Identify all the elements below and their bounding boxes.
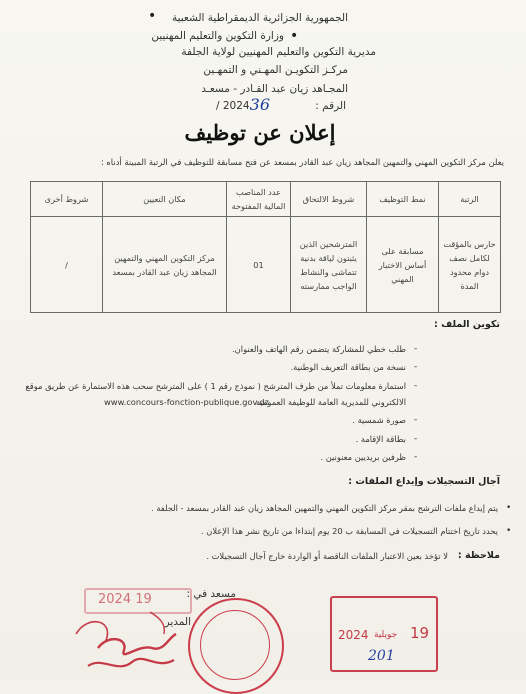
dossier-item-6: ظرفين بريديين معنونين . [320, 452, 406, 462]
cell-other-conditions: / [31, 217, 103, 313]
positions-table [30, 181, 501, 313]
dossier-item-4: صورة شمسية . [352, 415, 406, 425]
cell-assignment-place: مركز التكوين المهني والتمهين المجاهد زيان عبد القادر بمسعد [103, 217, 227, 313]
list-bullet: - [414, 434, 418, 444]
note-label: ملاحظة : [457, 550, 500, 561]
header-conditions: شروط الالتحاق [291, 182, 367, 217]
intro-paragraph: يعلن مركز التكوين المهني والتمهين المجاهد زيان عبد القادر بمسعد عن فتح مسابقة للتوظيف في الرتبة المبينة أدناه : [100, 157, 504, 167]
reference-label: الرقم : [315, 100, 346, 112]
reference-number: 36 [249, 95, 270, 114]
date-stamp-year: 2024 [338, 628, 369, 642]
ministry-line: وزارة التكوين والتعليم المهنيين [151, 30, 284, 42]
list-bullet: • [506, 503, 512, 513]
deadlines-heading: آجال التسجيلات وإيداع الملفات : [348, 476, 500, 487]
list-bullet: - [414, 362, 418, 372]
list-bullet: - [414, 415, 418, 425]
republic-line: الجمهورية الجزائرية الديمقراطية الشعبية [171, 12, 348, 24]
header-rank: الرتبة [439, 182, 501, 217]
header-recruitment-type: نمط التوظيف [367, 182, 439, 217]
cell-recruitment-type: مسابقة على أساس الاختبار المهني [367, 217, 439, 313]
dossier-item-2: نسخة من بطاقة التعريف الوطنية. [290, 362, 406, 372]
directorate-line: مديرية التكوين والتعليم المهنيين لولاية الجلفة [181, 46, 376, 58]
bullet-dot: • [148, 8, 157, 24]
website-url: www.concours-fonction-publique.gov.dz [104, 397, 269, 407]
date-stamp-day: 19 [410, 624, 430, 642]
date-stamp-month: جويلية [374, 630, 398, 640]
place-date-label: مسعد في : [186, 588, 236, 600]
cell-rank: حارس بالمؤقت لكامل نصف دوام محدود المدة [439, 217, 501, 313]
dossier-item-5: بطاقة الإقامة . [355, 434, 406, 444]
bullet-dot: • [290, 28, 299, 44]
list-bullet: - [414, 452, 418, 462]
deadline-item-1: يتم إيداع ملفات الترشح بمقر مركز التكوين المهني والتمهين المجاهد زيان عبد القادر بمسعد - الجلفة . [151, 503, 498, 513]
signature-scribble [68, 604, 192, 680]
handwritten-register-number: 201 [368, 648, 395, 664]
official-seal-stamp [188, 598, 284, 694]
dossier-item-1: طلب خطي للمشاركة يتضمن رقم الهاتف والعنوان. [232, 344, 406, 354]
cell-conditions: المترشحين الذين يثبتون لياقة بدنية تتماشى والنشاط الواجب ممارسته [291, 217, 367, 313]
table-row [31, 217, 501, 313]
deadline-item-2: يحدد تاريخ اختتام التسجيلات في المسابقة ب 20 يوم إبتداءا من تاريخ نشر هذا الإعلان . [201, 526, 498, 536]
dossier-item-3-continuation: الالكتروني للمديرية العامة للوظيفة العمومية [256, 397, 406, 407]
center-line-2: المجـاهد زيان عبد القـادر - مسعـد [201, 83, 348, 95]
dossier-heading: تكوين الملف : [434, 319, 500, 330]
director-label: المدير [164, 616, 191, 628]
cell-positions-count: 01 [227, 217, 291, 313]
page-title: إعلان عن توظيف [184, 120, 336, 145]
note-text: لا تؤخذ بعين الاعتبار الملفات الناقصة أو الواردة خارج آجال التسجيلات . [206, 551, 448, 561]
date-stamp-left-text: 2024 19 [98, 592, 152, 607]
list-bullet: • [506, 526, 512, 536]
list-bullet: - [414, 381, 418, 391]
table-header-row [31, 182, 501, 217]
center-line-1: مركـز التكويـن المهـني و التمهـين [203, 64, 348, 76]
reference-year: / 2024 [216, 100, 250, 112]
dossier-item-3: استمارة معلومات تملأ من طرف المترشح ( نموذج رقم 1 ) على المترشح سحب هذه الاستمارة عن طريق موقع [25, 381, 406, 391]
header-other-conditions: شروط أخرى [31, 182, 103, 217]
header-assignment-place: مكان التعيين [103, 182, 227, 217]
header-positions-count: عدد المناصب المالية المفتوحة [227, 182, 291, 217]
list-bullet: - [414, 344, 418, 354]
